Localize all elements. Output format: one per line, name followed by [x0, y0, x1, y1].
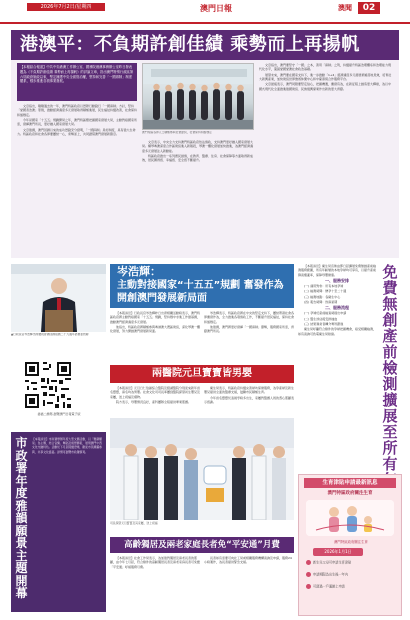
family-illustration: [306, 500, 394, 536]
story2-kicker: 岑浩輝：: [117, 265, 161, 278]
newborn-visit-photo: [110, 418, 294, 520]
paragraph: 今年是國家「十五五」規劃開局之年，澳門特區應把握國家發展大局，主動對接國家所需，發揮澳門所長，更好融入國家發展大局。: [17, 118, 137, 127]
story2-col-1: [110, 311, 200, 362]
list-item: (二) 醫生評估後安排抽血: [304, 316, 338, 321]
ad-row-text: 申請期限為出生後一年內: [313, 572, 349, 577]
story3-photo-caption: 司長探望元旦寶寶及其家屬，送上祝福: [110, 521, 158, 525]
story4-col-1: [110, 556, 200, 614]
paragraph: 衛生局呼籲符合條件的孕婦把握機會，接受相關檢測，如有查詢可致電衛生局熱線。: [298, 327, 376, 336]
top-story-col-3: [259, 63, 393, 254]
issue-date: 2026年7月2日/星期四: [27, 3, 105, 11]
ad-subtitle: 澳門特區政府關注生育: [327, 491, 373, 496]
paragraph: 文章指出，澳門要堅守「一國」之本，善用「兩制」之利，持續提升特區治理體系和治理能力現代化水平，鞏固愛國愛澳社會政治基礎。: [259, 63, 392, 72]
section-heading: 二、服務流程: [325, 305, 349, 311]
story3-col-1: [110, 386, 200, 416]
paragraph: 展望未來，澳門要在國家支持下，進一步推動「1+4」經濟適度多元發展策略落地見效，培育壯大新興產業，加快建設世界旅遊休閒中心和中葡商貿合作服務平台。: [259, 72, 392, 82]
qr-code-icon: [23, 360, 73, 410]
ad-title: 生育津貼申請最新訊息: [304, 478, 396, 488]
speaker-photo-illustration: [11, 264, 106, 332]
section-name: 澳聞: [338, 4, 352, 12]
paragraph: 【本報消息】衛生局宣佈由即日起擴展免費無創產前檢測服務範圍，所有年齡層的本地孕婦均可享有，以提升產前篩查覆蓋率，保障母嬰健康。: [298, 264, 376, 277]
story2-col-2: [204, 311, 294, 362]
hospital-visit-illustration: [110, 418, 294, 520]
bullet-icon: [306, 572, 311, 577]
story4-col-2: [204, 556, 294, 614]
qr-code[interactable]: [23, 360, 73, 410]
list-item: (三) 結果異常者轉介專科跟進: [304, 322, 344, 327]
paragraph: 他指出，特區政府將積極參與粵港澳大灣區建設，深化琴澳一體化發展，努力開創澳門發展新局面。: [110, 325, 200, 334]
story3-col-2: [204, 386, 294, 416]
story4-headline: 高齡獨居及兩老家庭長者免“平安通”月費: [110, 537, 294, 553]
top-story-col-2: [142, 140, 254, 254]
list-item: (一) 適用對象：所有本地孕婦: [304, 284, 344, 289]
list-item: (四) 報告時間：約兩星期: [304, 300, 338, 305]
top-story-lead: 【本報綜合報道】中共中央港澳工作辦公室、國務院港澳事務辦公室昨日發表題為《不負期許創佳績 乘勢而上再揚帆》的評論文章，指出澳門特別行政區第六屆政府施政以來，堅定擁護中央全面管治權，堅持和完善「一國兩制」制度體系，穩步推進各項事業發展。: [17, 63, 137, 101]
paragraph: 【本報消息】元旦日仁伯爵綜合醫院及鏡湖醫院分別迎來新年首名寶寶，兩名均為男嬰。社會文化司司長率團到醫院探望初生嬰兒及家屬，送上祝福及禮物。: [110, 386, 200, 399]
paragraph: 特區政府推出一系列惠民措施，在教育、醫療、住房、社會保障等方面取得新成效，居民獲得感、幸福感、安全感不斷提升。: [142, 154, 254, 163]
paragraph: 他強調，澳門將更好發揮「一國兩制」優勢，服務國家所需，貢獻澳門所長。: [204, 325, 294, 334]
top-story-headline: 港澳平：不負期許創佳績 乘勢而上再揚帆: [20, 34, 360, 55]
right-story-body: [298, 264, 376, 470]
story3-headline: 兩醫院元旦寶寶皆男嬰: [110, 365, 294, 383]
paragraph: 【本報消息】社會工作局表示，為加強對獨居及兩老長者的照顧，由今年七月起，符合條件的高齡獨居長者及兩老家庭長者可免繳「平安通」呼援服務月費。: [110, 556, 200, 569]
page-number: 02: [358, 2, 380, 14]
list-item: (三) 檢測地點：各衛生中心: [304, 294, 341, 299]
paragraph: 文章最後表示，澳門同胞要堅定信心，把握機遇，奮發有為，在新征程上創造更大輝煌，為以中國式現代化全面推進強國建設、民族復興偉業作出新的更大貢獻。: [259, 82, 392, 91]
top-story-photo-caption: 澳門特區各界人士積極參與社會建設，社會保持和諧穩定: [142, 131, 212, 134]
qr-caption: 掃描二維碼 瀏覽澳門日報電子版: [37, 412, 81, 416]
list-item: (一) 孕婦於產前檢查時提出申請: [304, 311, 347, 316]
paragraph: 院方表示，母嬰情況良好，產科團隊全程提供專業照護。: [116, 400, 192, 405]
list-item: (二) 檢測時間：懷孕十至二十週: [304, 289, 347, 294]
bullet-icon: [306, 560, 311, 565]
ad-row-text: 可透過一戶通網上申請: [313, 584, 345, 589]
bullet-icon: [306, 584, 311, 589]
ad-row: [306, 560, 396, 569]
paragraph: 文章表示，中央全力支持澳門特區政府依法施政，支持澳門更好融入國家發展大局。橫琴粵澳深度合作區建設進入新階段，琴澳一體化發展加快推進，為澳門經濟適度多元發展注入新動能。: [142, 140, 254, 153]
ceremony-photo-illustration: [143, 64, 254, 130]
paragraph: 岑浩輝表示，特區政府將在中央的堅定支持下，團結帶領社會各界奮發作為，全力推進各項施政工作，不斷提升居民福祉，保持社會和諧穩定。: [204, 311, 294, 324]
promo-body: 【本報消息】市政署舉辦年度大型文藝活動，以「雅韻願景」為主題，結合音樂、舞蹈及視覺藝術，展現澳門中西文化交融特色。活動於下月起陸續登場，歡迎市民踴躍參與，共享文化盛宴。詳情可瀏覽市政署網頁。: [32, 437, 102, 454]
right-story-vertical-headline: 免費無創產前檢測擴展至所有: [382, 263, 398, 473]
paragraph: 【本報消息】行政長官岑浩輝昨日出席相關活動時表示，澳門特區政府將主動對接國家「十五五」規劃，堅持穩中求進工作總基調，推動澳門經濟適度多元發展。: [110, 311, 200, 324]
paragraph: 文章強調，澳門回歸以來的成功實踐充分證明，「一國兩制」是好制度，具有強大生命力。特區政府和社會各界要團結一心，乘勢而上，共同譜寫澳門發展新篇章。: [17, 127, 136, 137]
ad-row: [306, 584, 396, 593]
paragraph: 文章指出，剛剛過去的一年，澳門特區政府以實際行動踐行「一國兩制」方針，堅持「愛國者治澳」原則，推動經濟適度多元發展取得積極進展，民生福祉持續改善，社會保持和諧穩定。: [17, 104, 137, 117]
chief-executive-photo: [11, 264, 106, 332]
paragraph: 今年首名寶寶於凌晨零時多出生，家屬對醫護人員的悉心照顧表示感謝。: [204, 395, 294, 405]
ad-illustration: [306, 500, 394, 536]
section-heading: 一、服務安排: [325, 278, 349, 284]
ad-row-text: 新生兒父母可申請生育津貼: [313, 560, 352, 565]
top-story-photo: [142, 63, 254, 130]
chief-executive-photo-caption: ▲行政長官岑浩輝出席慶祝香港回歸祖國二十九週年酒會並致辭: [11, 333, 89, 336]
ad-date-badge: 2026年1月1日: [313, 548, 363, 556]
newspaper-logo: 澳門日報: [200, 3, 232, 13]
ad-row: [306, 572, 396, 581]
paragraph: 衛生局表示，特區政府持續完善婦幼保健服務，為孕產婦及新生嬰兒提供全面的醫療支援，鼓勵市民積極生育。: [204, 386, 294, 395]
ad-caption: 澳門特區政府關注生育: [334, 540, 368, 544]
top-story-col-1: [17, 104, 137, 254]
story2-headline: 主動對接國家“十五五”規劃 奮發作為開創澳門發展新局面: [117, 280, 284, 304]
promo-vertical-title: 市政署年度雅韻願景主題開幕: [15, 436, 28, 600]
paragraph: 長者如有需要可向社工局或相關服務機構查詢及申請，服務24小時運作，為長者提供緊急支援。: [204, 556, 292, 565]
